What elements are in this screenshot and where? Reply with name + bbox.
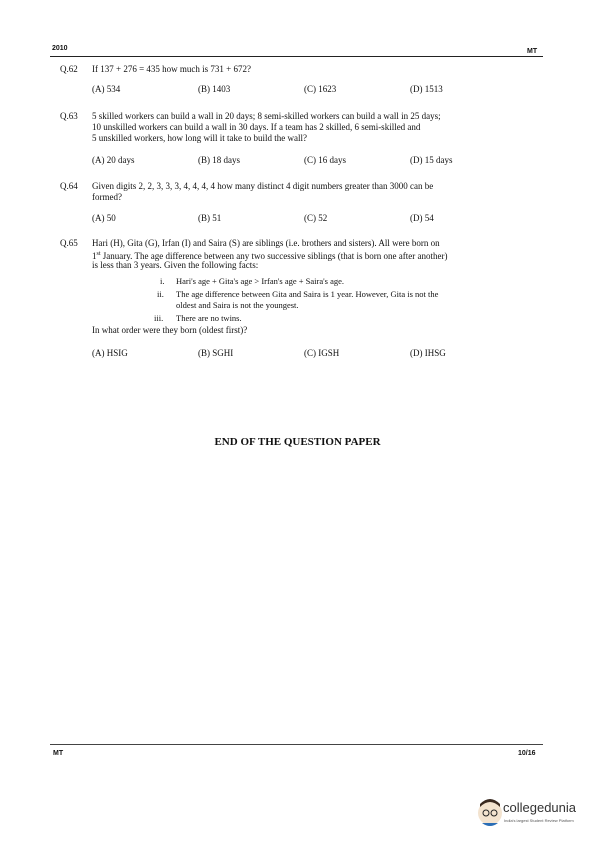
fact-text: oldest and Saira is not the youngest. [176,300,299,310]
header-year: 2010 [52,45,68,52]
fact-text: There are no twins. [176,313,242,323]
option-c: (C) 16 days [304,155,346,165]
footer-page-number: 10/16 [518,750,536,757]
fact-number: i. [160,276,165,286]
question-number: Q.64 [60,181,78,191]
option-a: (A) 50 [92,213,116,223]
fact-number: ii. [157,289,164,299]
option-b: (B) 51 [198,213,222,223]
date-ordinal: st [96,251,101,257]
question-line: Given digits 2, 2, 3, 3, 3, 4, 4, 4, 4 how many distinct 4 digit numbers greater than 3000 can be [92,181,434,191]
question-line: is less than 3 years. Given the following facts: [92,260,259,270]
option-a: (A) 20 days [92,155,135,165]
date-day: 1 [92,251,97,261]
option-d: (D) 1513 [410,84,443,94]
option-c: (C) 1623 [304,84,337,94]
option-a: (A) HSIG [92,348,128,358]
question-number: Q.63 [60,111,78,121]
footer-rule [50,744,543,745]
option-c: (C) 52 [304,213,328,223]
question-line: 10 unskilled workers can build a wall in 30 days. If a team has 2 skilled, 6 semi-skilled and [92,122,421,132]
question-line: 5 skilled workers can build a wall in 20 days; 8 semi-skilled workers can build a wall in 25 days; [92,111,441,121]
end-of-paper-heading: END OF THE QUESTION PAPER [214,436,381,448]
question-line-text: The age difference between any two successive siblings (that is born one after another) [134,251,448,261]
question-line: formed? [92,192,122,202]
logo-tagline: India's largest Student Review Platform [504,818,574,823]
question-number: Q.65 [60,238,78,248]
option-d: (D) IHSG [410,348,446,358]
question-line: 5 unskilled workers, how long will it take to build the wall? [92,133,307,143]
footer-code: MT [53,750,64,757]
header-rule [50,56,543,57]
logo-wordmark: collegedunia [503,800,577,815]
header-code: MT [527,48,538,55]
fact-number: iii. [154,313,164,323]
option-b: (B) 1403 [198,84,231,94]
option-d: (D) 15 days [410,155,453,165]
fact-text: The age difference between Gita and Saira is 1 year. However, Gita is not the [176,289,439,299]
option-b: (B) SGHI [198,348,234,358]
option-c: (C) IGSH [304,348,340,358]
option-b: (B) 18 days [198,155,240,165]
question-prompt: In what order were they born (oldest first)? [92,325,248,335]
question-line: Hari (H), Gita (G), Irfan (I) and Saira (S) are siblings (i.e. brothers and sisters). All were born on [92,238,440,248]
question-text: If 137 + 276 = 435 how much is 731 + 672? [92,64,251,74]
option-a: (A) 534 [92,84,121,94]
date-month: January. [100,251,133,261]
option-d: (D) 54 [410,213,434,223]
fact-text: Hari's age + Gita's age > Irfan's age + Saira's age. [176,276,345,286]
question-number: Q.62 [60,64,78,74]
